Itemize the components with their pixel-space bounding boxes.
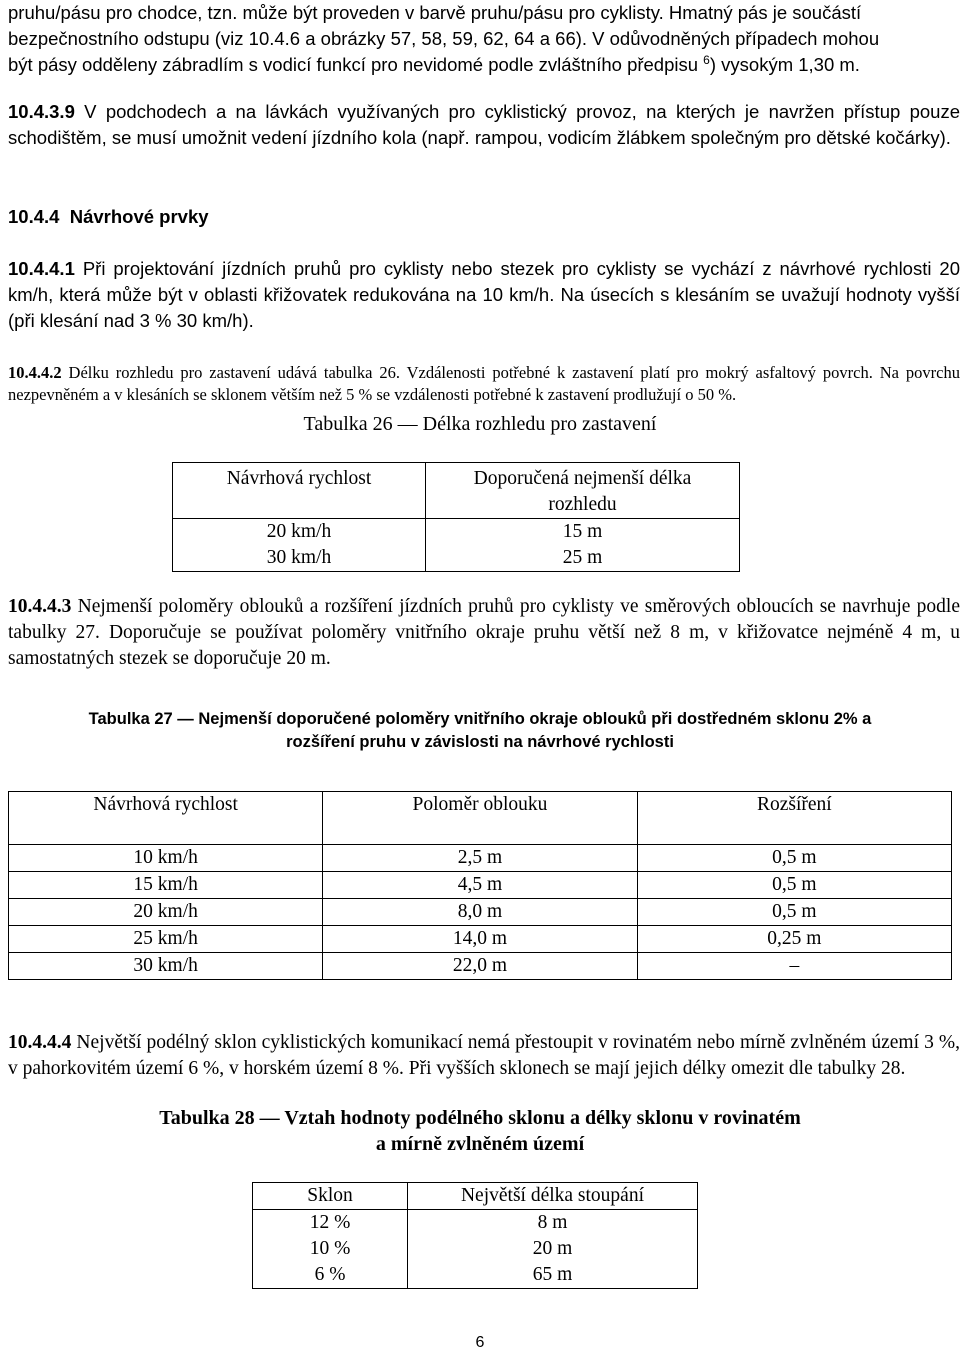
- table-cell: 0,5 m: [637, 845, 951, 872]
- table-cell: 0,5 m: [637, 899, 951, 926]
- table-header-row: [173, 463, 740, 519]
- paragraph-10-4-3-9: [8, 99, 960, 151]
- intro-line-2: bezpečnostního odstupu (viz 10.4.6 a obrázky 57, 58, 59, 62, 64 a 66). V odůvodněných případech mohou: [8, 28, 880, 49]
- table-cell: 0,25 m: [637, 926, 951, 953]
- table-cell: 10 %: [253, 1236, 408, 1262]
- table-cell: 22,0 m: [323, 953, 637, 980]
- paragraph-10-4-4-1: [8, 256, 960, 334]
- paragraph-text: V podchodech a na lávkách využívaných pro cyklistický provoz, na kterých je navržen přístup pouze schodištěm, se musí umožnit vedení jízdního kola (např. rampou, vodicím žlábkem společným pro dětské kočárky).: [8, 101, 960, 148]
- section-number: 10.4.4.2: [8, 363, 62, 382]
- table-26: [172, 462, 740, 572]
- table-cell: 6 %: [253, 1262, 408, 1289]
- table-row: [253, 1236, 698, 1262]
- paragraph-text: Délku rozhledu pro zastavení udává tabulka 26. Vzdálenosti potřebné k zastavení platí pro mokrý asfaltový povrch. Na povrchu nezpevněném a v klesáních se sklonem větším než 5 % se vzdálenosti potřebné k zastavení prodlužují o 50 %.: [8, 363, 960, 404]
- paragraph-text: Nejmenší poloměry oblouků a rozšíření jízdních pruhů pro cyklisty ve směrových obloucích se navrhuje podle tabulky 27. Doporučuje se používat poloměry vnitřního okraje pruhu větší než 8 m, v křižovatce nejméně 4 m, u samostatných stezek se doporučuje 20 m.: [8, 596, 960, 669]
- table-cell: 15 m: [562, 521, 603, 542]
- footnote-reference: 6: [703, 52, 710, 67]
- table-28-caption: [0, 1105, 960, 1157]
- table-cell: 25 m: [562, 547, 603, 568]
- section-number: 10.4.4.4: [8, 1032, 72, 1053]
- table-row: [9, 899, 952, 926]
- column-header: Návrhová rychlost: [9, 792, 323, 845]
- paragraph-10-4-4-2: [8, 362, 960, 406]
- table-cell: 65 m: [532, 1264, 573, 1285]
- table-cell: 2,5 m: [323, 845, 637, 872]
- table-26-caption: Tabulka 26 — Délka rozhledu pro zastavení: [303, 413, 657, 435]
- table-28-caption-line-1: Tabulka 28 — Vztah hodnoty podélného sklonu a délky sklonu v rovinatém: [159, 1107, 801, 1129]
- table-27-caption-line-1: Tabulka 27 — Nejmenší doporučené poloměry vnitřního okraje oblouků při dostředném sklonu 2% a: [88, 710, 872, 728]
- intro-line-1: pruhu/pásu pro chodce, tzn. může být proveden v barvě pruhu/pásu pro cyklisty. Hmatný pás je součástí: [8, 2, 862, 23]
- table-header-row: [253, 1183, 698, 1210]
- table-cell: 4,5 m: [323, 872, 637, 899]
- table-cell: 20 km/h: [173, 519, 426, 546]
- table-cell: –: [789, 955, 800, 976]
- table-row: [253, 1210, 698, 1237]
- paragraph-text: Největší podélný sklon cyklistických komunikací nemá přestoupit v rovinatém nebo mírně zvlněném území 3 %, v pahorkovitém území 6 %, v horském území 8 %. Při vyšších sklonech se mají jejich délky omezit dle tabulky 28.: [8, 1032, 960, 1079]
- intro-paragraph: [8, 0, 960, 78]
- table-cell: 12 %: [253, 1210, 408, 1237]
- section-heading: 10.4.4 Návrhové prvky: [8, 206, 209, 227]
- intro-line-3-end: ) vysokým 1,30 m.: [709, 54, 860, 75]
- section-number: 10.4.4.3: [8, 596, 72, 617]
- table-row: [173, 545, 740, 572]
- table-cell: 8 m: [537, 1212, 568, 1233]
- table-27-caption: [0, 708, 960, 754]
- table-cell: 20 km/h: [9, 899, 323, 926]
- table-row: [9, 953, 952, 980]
- paragraph-text: Při projektování jízdních pruhů pro cyklisty nebo stezek pro cyklisty se vychází z návrhové rychlosti 20 km/h, která může být v oblasti křižovatek redukována na 10 km/h. Na úsecích s klesáním se uvažují hodnoty vyšší (při klesání nad 3 % 30 km/h).: [8, 258, 960, 331]
- table-cell: 15 km/h: [9, 872, 323, 899]
- intro-line-3-text: být pásy odděleny zábradlím s vodicí funkcí pro nevidomé podle zvláštního předpisu: [8, 54, 699, 75]
- table-27: [8, 791, 952, 980]
- paragraph-10-4-4-4: [8, 1030, 960, 1082]
- table-cell: 30 km/h: [173, 545, 426, 572]
- table-28-caption-line-2: a mírně zvlněném území: [375, 1133, 585, 1155]
- table-cell: 25 km/h: [9, 926, 323, 953]
- table-cell: 14,0 m: [323, 926, 637, 953]
- table-cell: 10 km/h: [9, 845, 323, 872]
- table-header-row: [9, 792, 952, 845]
- table-row: [9, 926, 952, 953]
- column-header: Sklon: [253, 1183, 408, 1210]
- column-header: Návrhová rychlost: [173, 463, 426, 519]
- table-cell: 8,0 m: [323, 899, 637, 926]
- table-row: [173, 519, 740, 546]
- table-row: [253, 1262, 698, 1289]
- column-header: Největší délka stoupání: [408, 1183, 698, 1210]
- column-header: Doporučená nejmenší délka rozhledu: [426, 463, 740, 519]
- page-number: 6: [475, 1334, 485, 1351]
- table-cell: 0,5 m: [637, 872, 951, 899]
- table-cell: 30 km/h: [9, 953, 323, 980]
- paragraph-10-4-4-3: [8, 594, 960, 672]
- table-row: [9, 872, 952, 899]
- intro-line-3: [8, 52, 960, 78]
- column-header: Rozšíření: [637, 792, 951, 845]
- table-cell: 20 m: [532, 1238, 573, 1259]
- section-number: 10.4.4.1: [8, 258, 75, 279]
- section-number: 10.4.3.9: [8, 101, 75, 122]
- table-28: [252, 1182, 698, 1289]
- column-header: Poloměr oblouku: [323, 792, 637, 845]
- table-row: [9, 845, 952, 872]
- table-27-caption-line-2: rozšíření pruhu v závislosti na návrhové rychlosti: [286, 733, 674, 751]
